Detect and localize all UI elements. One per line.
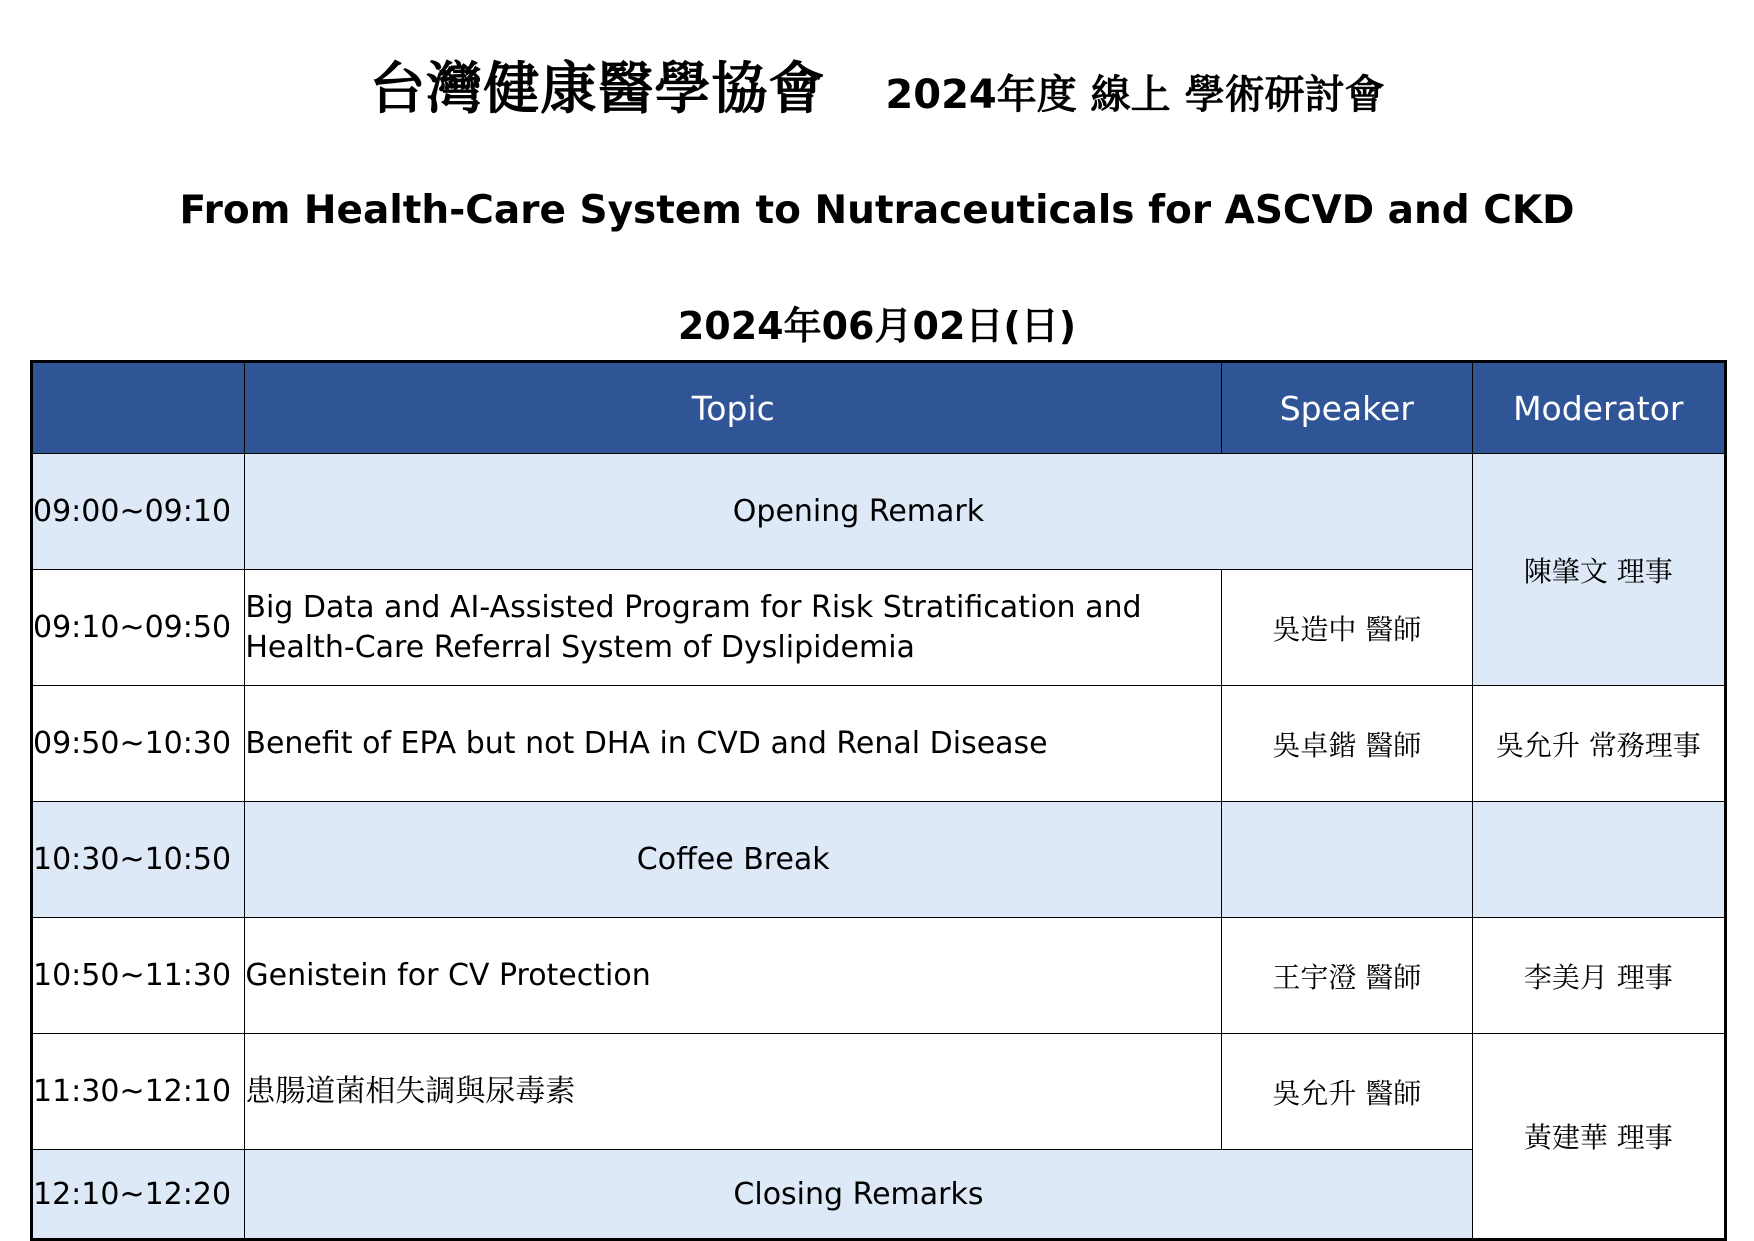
time-cell: 09:10~09:50 [32, 570, 245, 686]
topic-cell: Genistein for CV Protection [245, 918, 1222, 1034]
event-name: 2024年度 線上 學術研討會 [885, 72, 1385, 118]
speaker-cell: 王宇澄 醫師 [1222, 918, 1472, 1034]
topic-cell: 患腸道菌相失調與尿毒素 [245, 1034, 1222, 1150]
agenda-table [30, 360, 1727, 1241]
table-row [32, 918, 1726, 1034]
header-time [32, 362, 245, 454]
time-cell: 12:10~12:20 [32, 1150, 245, 1240]
table-header-row [32, 362, 1726, 454]
header-speaker: Speaker [1222, 362, 1472, 454]
moderator-cell: 李美月 理事 [1472, 918, 1725, 1034]
header-moderator: Moderator [1472, 362, 1725, 454]
speaker-cell: 吳卓鍇 醫師 [1222, 686, 1472, 802]
topic-line: Big Data and AI-Assisted Program for Risk Stratification and [245, 589, 1142, 625]
time-cell: 10:30~10:50 [32, 802, 245, 918]
topic-cell: Benefit of EPA but not DHA in CVD and Renal Disease [245, 686, 1222, 802]
moderator-cell: 黃建華 理事 [1472, 1034, 1725, 1240]
table-row [32, 1034, 1726, 1150]
moderator-cell-empty [1472, 802, 1725, 918]
topic-cell [245, 570, 1222, 686]
title-line [0, 45, 1754, 125]
time-cell: 10:50~11:30 [32, 918, 245, 1034]
table-row [32, 570, 1726, 686]
time-cell: 11:30~12:10 [32, 1034, 245, 1150]
org-name: 台灣健康醫學協會 [369, 57, 826, 122]
time-cell: 09:00~09:10 [32, 454, 245, 570]
table-row [32, 802, 1726, 918]
topic-line: Health-Care Referral System of Dyslipidemia [245, 629, 915, 665]
speaker-cell: 吳允升 醫師 [1222, 1034, 1472, 1150]
time-cell: 09:50~10:30 [32, 686, 245, 802]
event-date: 2024年06月02日(日) [677, 304, 1077, 348]
topic-cell: Closing Remarks [245, 1150, 1472, 1240]
subtitle: From Health-Care System to Nutraceuticals for ASCVD and CKD [179, 188, 1575, 233]
table-row [32, 1150, 1726, 1240]
header-topic: Topic [245, 362, 1222, 454]
topic-cell: Coffee Break [245, 802, 1222, 918]
speaker-cell: 吳造中 醫師 [1222, 570, 1472, 686]
table-row [32, 686, 1726, 802]
table-row [32, 454, 1726, 570]
speaker-cell-empty [1222, 802, 1472, 918]
moderator-cell: 陳肇文 理事 [1472, 454, 1725, 686]
moderator-cell: 吳允升 常務理事 [1472, 686, 1725, 802]
topic-cell: Opening Remark [245, 454, 1472, 570]
